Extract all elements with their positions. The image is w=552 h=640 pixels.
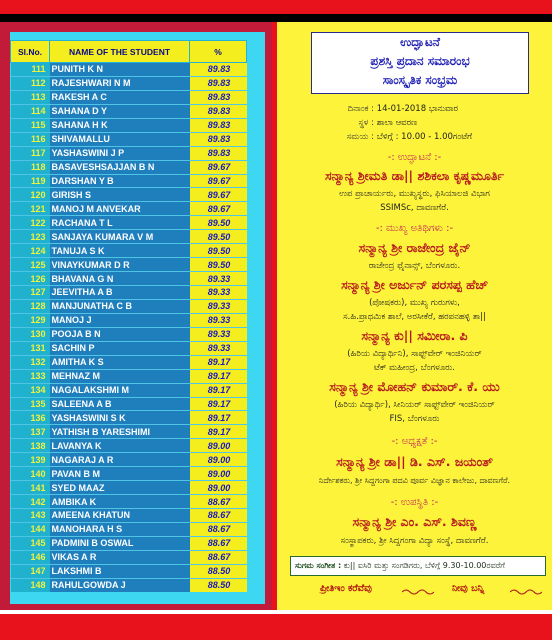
pct-cell: 89.67: [190, 160, 247, 174]
name-cell: VINAYKUMAR D R: [50, 258, 190, 272]
guest-3-desc-2: ಟೆಕ್ ಮಹೀಂದ್ರ, ಬೆಂಗಳೂರು.: [373, 363, 456, 373]
table-row: [11, 286, 247, 300]
sl-cell: 119: [11, 174, 50, 188]
sl-cell: 115: [11, 118, 50, 132]
inaugurator-desc-2: SSIMSc, ದಾವಣಗೆರೆ.: [380, 203, 449, 213]
date-line: [329, 104, 458, 114]
name-cell: SAHANA H K: [50, 118, 190, 132]
table-row: [11, 550, 247, 564]
name-cell: JEEVITHA A B: [50, 286, 190, 300]
top-black-band: [0, 14, 552, 22]
place-label: ಸ್ಥಳ :: [358, 118, 374, 128]
sl-cell: 122: [11, 216, 50, 230]
event-title-3: ಸಾಂಸ್ಕೃತಿಕ ಸಂಭ್ರಮ: [382, 73, 458, 87]
table-row: [11, 90, 247, 104]
table-row: [11, 132, 247, 146]
sl-cell: 138: [11, 439, 50, 453]
name-cell: VIKAS A R: [50, 550, 190, 564]
name-cell: SYED MAAZ: [50, 481, 190, 495]
pct-cell: 89.33: [190, 313, 247, 327]
place-line: [329, 118, 417, 128]
sl-cell: 127: [11, 286, 50, 300]
pct-cell: 89.83: [190, 104, 247, 118]
table-row: [11, 63, 247, 77]
sl-cell: 121: [11, 202, 50, 216]
pct-cell: 89.33: [190, 327, 247, 341]
table-row: [11, 564, 247, 578]
sl-cell: 146: [11, 550, 50, 564]
name-cell: DARSHAN Y B: [50, 174, 190, 188]
event-title-box: [311, 32, 529, 94]
name-cell: PAVAN B M: [50, 467, 190, 481]
sl-cell: 147: [11, 564, 50, 578]
pct-cell: 89.83: [190, 146, 247, 160]
place-value: ಶಾಲಾ ಆವರಣ: [376, 118, 418, 128]
guest-1-desc: ರಾಜೇಂದ್ರ ಫೈನಾನ್ಸ್, ಬೆಂಗಳೂರು.: [368, 261, 461, 271]
pct-cell: 88.50: [190, 564, 247, 578]
table-row: [11, 439, 247, 453]
sl-cell: 131: [11, 341, 50, 355]
table-row: [11, 146, 247, 160]
name-cell: YASHASWINI J P: [50, 146, 190, 160]
name-cell: TANUJA S K: [50, 244, 190, 258]
squiggle-icon: [510, 588, 542, 596]
name-cell: BHAVANA G N: [50, 272, 190, 286]
name-cell: YATHISH B YARESHIMI: [50, 425, 190, 439]
sl-cell: 128: [11, 299, 50, 313]
table-row: [11, 467, 247, 481]
guests-heading: -: ಮುಖ್ಯ ಅತಿಥಿಗಳು :-: [375, 223, 454, 234]
pct-cell: 89.00: [190, 481, 247, 495]
name-cell: SALEENA A B: [50, 397, 190, 411]
pct-cell: 89.33: [190, 272, 247, 286]
sl-cell: 140: [11, 467, 50, 481]
sl-header: Sl.No.: [11, 41, 50, 63]
student-table: [10, 40, 247, 592]
presence-name: ಸನ್ಮಾನ್ಯ ಶ್ರೀ ಎಂ. ಎಸ್. ಶಿವಣ್ಣ: [352, 514, 477, 529]
sl-cell: 113: [11, 90, 50, 104]
table-row: [11, 258, 247, 272]
name-cell: MANJUNATHA C B: [50, 299, 190, 313]
name-cell: POOJA B N: [50, 327, 190, 341]
time-line: [329, 132, 472, 142]
pct-cell: 89.17: [190, 397, 247, 411]
president-name: ಸನ್ಮಾನ್ಯ ಶ್ರೀ ಡಾ|| ಡಿ. ಎಸ್. ಜಯಂತ್: [336, 454, 493, 469]
name-cell: SANJAYA KUMARA V M: [50, 230, 190, 244]
inaugurator-desc-1: ಉಪ ಪ್ರಾಚಾರ್ಯರು, ಮುಖ್ಯಸ್ಥರು, ಫಿಸಿಯಾಲಜಿ ವಿಭಾಗ: [339, 189, 490, 199]
guest-4-desc-1: (ಹಿರಿಯ ವಿದ್ಯಾರ್ಥಿ), ಸೀನಿಯರ್ ಸಾಫ್ಟ್‌ವೇರ್ ಇಂಜಿನಿಯರ್: [334, 400, 495, 410]
guest-1-name: ಸನ್ಮಾನ್ಯ ಶ್ರೀ ರಾಜೇಂದ್ರ ಜೈನ್: [358, 240, 471, 255]
pct-cell: 89.50: [190, 244, 247, 258]
pct-cell: 89.50: [190, 258, 247, 272]
table-row: [11, 369, 247, 383]
name-cell: LAVANYA K: [50, 439, 190, 453]
name-cell: GIRISH S: [50, 188, 190, 202]
table-row: [11, 509, 247, 523]
sl-cell: 142: [11, 495, 50, 509]
table-row: [11, 160, 247, 174]
table-row: [11, 522, 247, 536]
name-cell: PADMINI B OSWAL: [50, 536, 190, 550]
president-heading: -: ಅಧ್ಯಕ್ಷತೆ :-: [391, 436, 438, 447]
inaugurator-name: ಸನ್ಮಾನ್ಯ ಶ್ರೀಮತಿ ಡಾ|| ಶಶಿಕಲಾ ಕೃಷ್ಣಮೂರ್ತಿ: [325, 168, 504, 183]
sl-cell: 144: [11, 522, 50, 536]
sl-cell: 136: [11, 411, 50, 425]
pct-cell: 89.83: [190, 132, 247, 146]
table-row: [11, 202, 247, 216]
pct-cell: 89.00: [190, 453, 247, 467]
name-cell: BASAVESHSAJJAN B N: [50, 160, 190, 174]
name-cell: RAJESHWARI N M: [50, 76, 190, 90]
pct-cell: 89.17: [190, 411, 247, 425]
pct-cell: 89.83: [190, 76, 247, 90]
pct-cell: 89.50: [190, 216, 247, 230]
table-row: [11, 327, 247, 341]
table-row: [11, 383, 247, 397]
sl-cell: 118: [11, 160, 50, 174]
table-row: [11, 341, 247, 355]
pct-cell: 88.67: [190, 522, 247, 536]
table-row: [11, 425, 247, 439]
pct-cell: 89.83: [190, 90, 247, 104]
name-header: NAME OF THE STUDENT: [50, 41, 190, 63]
sl-cell: 114: [11, 104, 50, 118]
guest-2-name: ಸನ್ಮಾನ್ಯ ಶ್ರೀ ಅರ್ಜುನ್ ಪರಸಪ್ಪ ಹೆಚ್: [341, 277, 488, 292]
sl-cell: 125: [11, 258, 50, 272]
name-cell: NAGARAJ A R: [50, 453, 190, 467]
sl-cell: 134: [11, 383, 50, 397]
name-cell: RACHANA T L: [50, 216, 190, 230]
sl-cell: 139: [11, 453, 50, 467]
table-header: [11, 41, 247, 63]
pct-cell: 89.33: [190, 299, 247, 313]
sl-cell: 126: [11, 272, 50, 286]
pct-cell: 89.67: [190, 174, 247, 188]
event-title-1: ಉದ್ಘಾಟನೆ: [400, 35, 440, 49]
sl-cell: 116: [11, 132, 50, 146]
sl-cell: 124: [11, 244, 50, 258]
name-cell: MEHNAZ M: [50, 369, 190, 383]
sl-cell: 117: [11, 146, 50, 160]
name-cell: YASHASWINI S K: [50, 411, 190, 425]
squiggle-icon: [402, 588, 434, 596]
pct-cell: 89.17: [190, 369, 247, 383]
guest-3-desc-1: (ಹಿರಿಯ ವಿದ್ಯಾರ್ಥಿನಿ), ಸಾಫ್ಟ್‌ವೇರ್ ಇಂಜಿನಿಯರ್: [347, 349, 482, 359]
table-row: [11, 578, 247, 591]
pct-cell: 89.83: [190, 63, 247, 77]
pct-cell: 89.67: [190, 202, 247, 216]
sl-cell: 112: [11, 76, 50, 90]
table-row: [11, 453, 247, 467]
name-cell: NAGALAKSHMI M: [50, 383, 190, 397]
table-row: [11, 411, 247, 425]
name-cell: RAKESH A C: [50, 90, 190, 104]
pct-cell: 89.83: [190, 118, 247, 132]
footer-right-text: ನೀವು ಬನ್ನಿ: [452, 583, 485, 594]
name-cell: AMBIKA K: [50, 495, 190, 509]
pct-cell: 89.33: [190, 341, 247, 355]
name-cell: SACHIN P: [50, 341, 190, 355]
sl-cell: 111: [11, 63, 50, 77]
pct-cell: 88.67: [190, 495, 247, 509]
sl-cell: 145: [11, 536, 50, 550]
sl-cell: 133: [11, 369, 50, 383]
name-cell: MANOHARA H S: [50, 522, 190, 536]
guest-4-name: ಸನ್ಮಾನ್ಯ ಶ್ರೀ ಮೋಹನ್ ಕುಮಾರ್. ಕೆ. ಯು: [329, 379, 500, 394]
music-box: [290, 556, 546, 576]
table-row: [11, 230, 247, 244]
sl-cell: 135: [11, 397, 50, 411]
name-cell: MANOJ J: [50, 313, 190, 327]
presence-heading: -: ಉಪಸ್ಥಿತಿ :-: [390, 497, 439, 508]
table-row: [11, 495, 247, 509]
sl-cell: 143: [11, 509, 50, 523]
pct-cell: 88.67: [190, 550, 247, 564]
table-row: [11, 299, 247, 313]
table-row: [11, 76, 247, 90]
guest-4-desc-2: FIS, ಬೆಂಗಳೂರು: [389, 414, 440, 424]
guest-3-name: ಸನ್ಮಾನ್ಯ ಕು|| ಸಮೀರಾ. ಪಿ: [361, 328, 468, 343]
table-row: [11, 536, 247, 550]
sl-cell: 132: [11, 355, 50, 369]
guest-2-desc-1: (ಪೋಷಕರು), ಮುಖ್ಯ ಗುರುಗಳು,: [369, 298, 460, 308]
table-row: [11, 481, 247, 495]
name-cell: RAHULGOWDA J: [50, 578, 190, 591]
table-row: [11, 174, 247, 188]
name-cell: LAKSHMI B: [50, 564, 190, 578]
date-label: ದಿನಾಂಕ :: [347, 104, 374, 114]
table-row: [11, 118, 247, 132]
name-cell: AMITHA K S: [50, 355, 190, 369]
pct-cell: 89.17: [190, 355, 247, 369]
music-label: ಸುಗಮ ಸಂಗೀತ :: [295, 561, 342, 570]
pct-cell: 89.00: [190, 439, 247, 453]
footer-left-text: ಪ್ರೀತಿಇಂ ಕರೆವೆವು: [320, 583, 372, 594]
time-label: ಸಮಯ :: [346, 132, 374, 142]
name-cell: SAHANA D Y: [50, 104, 190, 118]
pct-cell: 88.67: [190, 536, 247, 550]
top-red-band: [0, 0, 552, 14]
pct-cell: 89.00: [190, 467, 247, 481]
name-cell: PUNITH K N: [50, 63, 190, 77]
pct-cell: 89.33: [190, 286, 247, 300]
date-value: 14-01-2018 ಭಾನುವಾರ: [376, 104, 458, 114]
inauguration-heading: -: ಉದ್ಘಾಟನೆ :-: [387, 152, 442, 163]
pct-cell: 89.67: [190, 188, 247, 202]
sl-cell: 141: [11, 481, 50, 495]
table-row: [11, 188, 247, 202]
pct-cell: 89.17: [190, 383, 247, 397]
presence-desc: ಸಂಸ್ಥಾಪಕರು, ಶ್ರೀ ಸಿದ್ದಗಂಗಾ ವಿದ್ಯಾ ಸಂಸ್ಥೆ, ದಾವಣಗೆರೆ.: [340, 536, 489, 546]
time-value: ಬೆಳಿಗ್ಗೆ : 10.00 - 1.00ಗಂಟೆಗೆ: [376, 132, 473, 142]
table-row: [11, 355, 247, 369]
pct-cell: 88.67: [190, 509, 247, 523]
pct-cell: 89.17: [190, 425, 247, 439]
table-row: [11, 272, 247, 286]
music-value: ಕು|| ಐಸಿರಿ ಮತ್ತು ಸಂಗಡಿಗರು, ಬೆಳಿಗ್ಗೆ 9.30-10.00ರವರೆಗೆ: [343, 561, 505, 570]
event-title-2: ಪ್ರಶಸ್ತಿ ಪ್ರದಾನ ಸಮಾರಂಭ: [370, 54, 470, 68]
sl-cell: 129: [11, 313, 50, 327]
pct-header: %: [190, 41, 247, 63]
table-row: [11, 313, 247, 327]
sl-cell: 123: [11, 230, 50, 244]
sl-cell: 148: [11, 578, 50, 591]
sl-cell: 130: [11, 327, 50, 341]
name-cell: AMEENA KHATUN: [50, 509, 190, 523]
table-row: [11, 397, 247, 411]
table-row: [11, 104, 247, 118]
name-cell: MANOJ M ANVEKAR: [50, 202, 190, 216]
guest-2-desc-2: ಸ.ಹಿ.ಪ್ರಾಥಮಿಕ ಶಾಲೆ, ಅರಸೀಕೆರೆ, ಹರಪನಹಳ್ಳಿ ತಾ||: [343, 312, 486, 322]
sl-cell: 120: [11, 188, 50, 202]
name-cell: SHIVAMALLU: [50, 132, 190, 146]
pct-cell: 88.50: [190, 578, 247, 591]
president-desc: ನಿರ್ದೇಶಕರು, ಶ್ರೀ ಸಿದ್ದಗಂಗಾ ಪದವಿ ಪೂರ್ವ ವಿಜ್ಞಾನ ಕಾಲೇಜು, ದಾವಣಗೆರೆ.: [318, 476, 511, 485]
pct-cell: 89.50: [190, 230, 247, 244]
table-row: [11, 216, 247, 230]
sl-cell: 137: [11, 425, 50, 439]
table-row: [11, 244, 247, 258]
bottom-red-band: [0, 614, 552, 640]
